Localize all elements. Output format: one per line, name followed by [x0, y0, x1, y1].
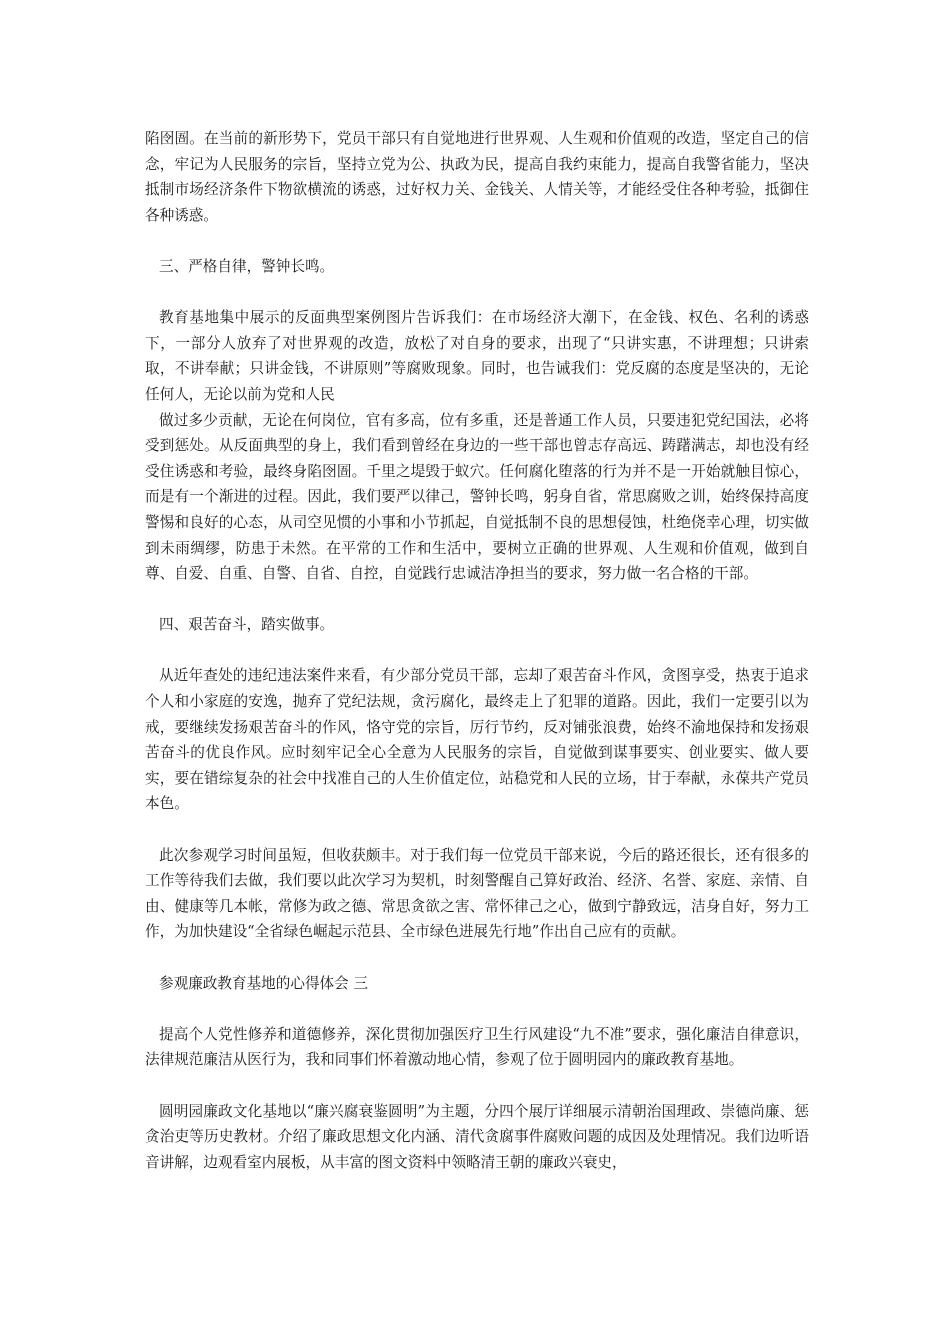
section-heading-4: 四、艰苦奋斗，踏实做事。: [159, 616, 335, 634]
paragraph-hard-work: 从近年查处的违纪违法案件来看，有少部分党员干部，忘却了艰苦奋斗作风，贪图享受，热衷于追求个人和小家庭的安逸，抛弃了党纪法规，贪污腐化，最终走上了犯罪的道路。因此，我们一定要引以为戒，要继续发扬艰苦奋斗的作风，恪守党的宗旨，厉行节约，反对铺张浪费，始终不渝地保持和发扬艰苦奋斗的优良作风。应时刻牢记全心全意为人民服务的宗旨，自觉做到谋事要实、创业要实、做人要实，要在错综复杂的社会中找准自己的人生价值定位，站稳党和人民的立场，甘于奉献，永葆共产党员本色。: [145, 667, 809, 813]
section-title-part-3: 参观廉政教育基地的心得体会 三: [159, 974, 368, 992]
paragraph-visit-intro: 提高个人党性修养和道德修养，深化贯彻加强医疗卫生行风建设“九不准”要求，强化廉洁自律意识，法律规范廉洁从医行为，我和同事们怀着激动地心情，参观了位于圆明园内的廉政教育基地。: [145, 1025, 809, 1069]
paragraph-self-discipline: 做过多少贡献，无论在何岗位，官有多高，位有多重，还是普通工作人员，只要违犯党纪国法，必将受到惩处。从反面典型的身上，我们看到曾经在身边的一些干部也曾志存高远、踌躇满志，却也没有经受住诱惑和考验，最终身陷囹圄。千里之堤毁于蚁穴。任何腐化堕落的行为并不是一开始就触目惊心，而是有一个渐进的过程。因此，我们要严以律己，警钟长鸣，躬身自省，常思腐败之训，始终保持高度警惕和良好的心态，从司空见惯的小事和小节抓起，自觉抵制不良的思想侵蚀，杜绝侥幸心理，切实做到未雨绸缪，防患于未然。在平常的工作和生活中，要树立正确的世界观、人生观和价值观，做到自尊、自爱、自重、自警、自省、自控，自觉践行忠诚洁净担当的要求，努力做一名合格的干部。: [145, 411, 809, 583]
document-body: [145, 126, 809, 1175]
section-heading-3: 三、严格自律，警钟长鸣。: [159, 257, 335, 275]
paragraph-yuanmingyuan-base: 圆明园廉政文化基地以“廉兴腐衰鉴圆明”为主题，分四个展厅详细展示清朝治国理政、崇德尚廉、惩贪治吏等历史教材。介绍了廉政思想文化内涵、清代贪腐事件腐败问题的成因及处理情况。我们边听语音讲解，边观看室内展板，从丰富的图文资料中领略清王朝的廉政兴衰史，: [145, 1102, 809, 1171]
paragraph-conclusion: 此次参观学习时间虽短，但收获颇丰。对于我们每一位党员干部来说，今后的路还很长，还有很多的工作等待我们去做，我们要以此次学习为契机，时刻警醒自己算好政治、经济、名誉、家庭、亲情、自由、健康等几本帐，常修为政之德、常思贪欲之害、常怀律己之心，做到宁静致远，洁身自好，努力工作，为加快建设“全省绿色崛起示范县、全市绿色进展先行地”作出自己应有的贡献。: [145, 846, 809, 941]
paragraph-continuation: 陷囹圄。在当前的新形势下，党员干部只有自觉地进行世界观、人生观和价值观的改造，坚定自己的信念，牢记为人民服务的宗旨，坚持立党为公、执政为民，提高自我约束能力，提高自我警省能力，坚决抵制市场经济条件下物欲横流的诱惑，过好权力关、金钱关、人情关等，才能经受住各种考验，抵御住各种诱惑。: [145, 130, 809, 224]
paragraph-warning-cases: 教育基地集中展示的反面典型案例图片告诉我们：在市场经济大潮下，在金钱、权色、名利的诱惑下，一部分人放弃了对世界观的改造，放松了对自身的要求，出现了“只讲实惠，不讲理想；只讲索取，不讲奉献；只讲金钱，不讲原则”等腐败现象。同时，也告诫我们：党反腐的态度是坚决的，无论任何人，无论以前为党和人民: [145, 309, 809, 403]
